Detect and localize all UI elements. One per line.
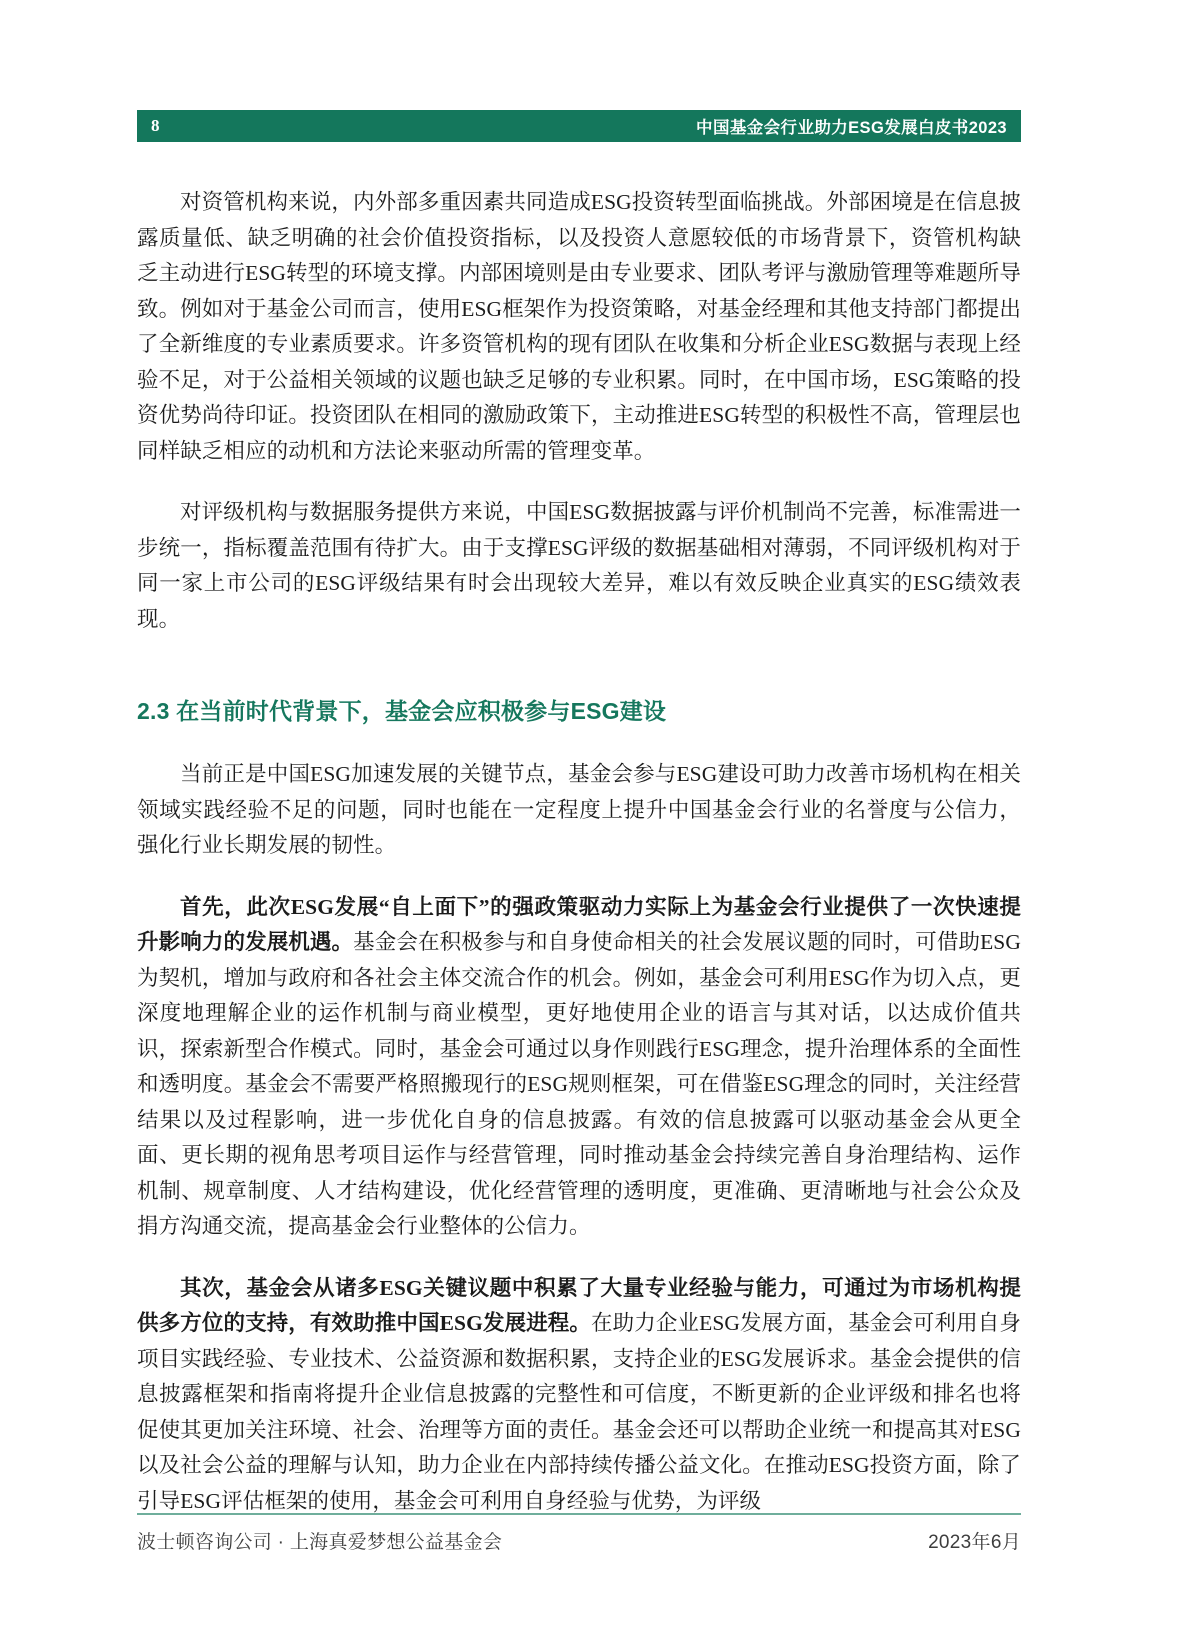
header-title: 中国基金会行业助力ESG发展白皮书2023 <box>696 119 1007 137</box>
paragraph-first-point-rest: 基金会在积极参与和自身使命相关的社会发展议题的同时，可借助ESG为契机，增加与政府和各社会主体交流合作的机会。例如，基金会可利用ESG作为切入点，更深度地理解企业的运作机制与商业模型，更好地使用企业的语言与其对话，以达成价值共识，探索新型合作模式。同时，基金会可通过以身作则践行ESG理念，提升治理体系的全面性和透明度。基金会不需要严格照搬现行的ESG规则框架，可在借鉴ESG理念的同时，关注经营结果以及过程影响，进一步优化自身的信息披露。有效的信息披露可以驱动基金会从更全面、更长期的视角思考项目运作与经营管理，同时推动基金会持续完善自身治理结构、运作机制、规章制度、人才结构建设，优化经营管理的透明度，更准确、更清晰地与社会公众及捐方沟通交流，提高基金会行业整体的公信力。 <box>137 930 1021 1238</box>
paragraph-second-point <box>137 1271 1021 1520</box>
page-header-bar <box>137 110 1021 142</box>
paragraph-intro-foundations: 当前正是中国ESG加速发展的关键节点，基金会参与ESG建设可助力改善市场机构在相关领域实践经验不足的问题，同时也能在一定程度上提升中国基金会行业的名誉度与公信力，强化行业长期发展的韧性。 <box>137 762 1021 857</box>
paragraph-rating-agencies: 对评级机构与数据服务提供方来说，中国ESG数据披露与评价机制尚不完善，标准需进一步统一，指标覆盖范围有待扩大。由于支撑ESG评级的数据基础相对薄弱，不同评级机构对于同一家上市公司的ESG评级结果有时会出现较大差异，难以有效反映企业真实的ESG绩效表现。 <box>137 500 1021 631</box>
page-footer <box>137 1527 1021 1554</box>
paragraph-first-point-lead: 首先，此次ESG发展“自上面下”的强政策驱动力实际上为基金会行业提供了一次快速提升影响力的发展机遇。 <box>137 894 1021 954</box>
section-heading-2-3: 2.3 在当前时代背景下，基金会应积极参与ESG建设 <box>137 698 667 724</box>
paragraph-second-point-rest: 在助力企业ESG发展方面，基金会可利用自身项目实践经验、专业技术、公益资源和数据积累，支持企业的ESG发展诉求。基金会提供的信息披露框架和指南将提升企业信息披露的完整性和可信度，不断更新的企业评级和排名也将促使其更加关注环境、社会、治理等方面的责任。基金会还可以帮助企业统一和提高其对ESG以及社会公益的理解与认知，助力企业在内部持续传播公益文化。在推动ESG投资方面，除了引导ESG评估框架的使用，基金会可利用自身经验与优势，为评级 <box>137 1311 1021 1513</box>
paragraph-first-point <box>137 890 1021 1245</box>
document-body <box>137 185 1021 1545</box>
footer-divider <box>137 1513 1021 1515</box>
footer-publisher: 波士顿咨询公司 · 上海真爱梦想公益基金会 <box>137 1532 503 1553</box>
paragraph-asset-managers: 对资管机构来说，内外部多重因素共同造成ESG投资转型面临挑战。外部困境是在信息披露质量低、缺乏明确的社会价值投资指标，以及投资人意愿较低的市场背景下，资管机构缺乏主动进行ESG转型的环境支撑。内部困境则是由专业要求、团队考评与激励管理等难题所导致。例如对于基金公司而言，使用ESG框架作为投资策略，对基金经理和其他支持部门都提出了全新维度的专业素质要求。许多资管机构的现有团队在收集和分析企业ESG数据与表现上经验不足，对于公益相关领域的议题也缺乏足够的专业积累。同时，在中国市场，ESG策略的投资优势尚待印证。投资团队在相同的激励政策下，主动推进ESG转型的积极性不高，管理层也同样缺乏相应的动机和方法论来驱动所需的管理变革。 <box>137 190 1021 463</box>
page-number: 8 <box>151 116 160 135</box>
footer-date: 2023年6月 <box>928 1532 1021 1553</box>
paragraph-second-point-lead: 其次，基金会从诸多ESG关键议题中积累了大量专业经验与能力，可通过为市场机构提供多方位的支持，有效助推中国ESG发展进程。 <box>137 1275 1021 1335</box>
